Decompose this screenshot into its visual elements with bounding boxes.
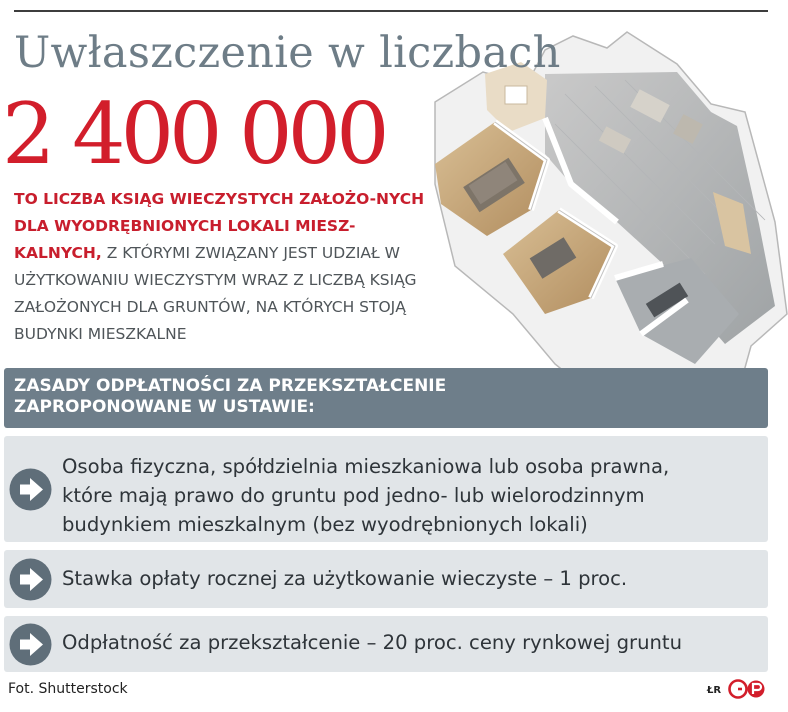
arrow-right-circle-icon: [8, 622, 53, 667]
rule-item: [4, 550, 768, 608]
section-header-line-1: ZASADY ODPŁATNOŚCI ZA PRZEKSZTAŁCENIE: [14, 376, 447, 396]
gp-logo: [728, 679, 768, 699]
rules-section-header: [4, 368, 768, 428]
lead-highlight: TO LICZBA KSIĄG WIECZYSTYCH ZAŁOŻO-NYCH DLA WYODRĘBNIONYCH LOKALI MIESZ-KALNYCH,: [14, 190, 425, 262]
rule-item-line: Osoba fizyczna, spółdzielnia mieszkaniowa lub osoba prawna,: [62, 455, 670, 478]
author-initials: ŁR: [707, 685, 722, 696]
rule-item-line: budynkiem mieszkalnym (bez wyodrębnionych lokali): [62, 513, 588, 536]
rule-item: [4, 616, 768, 672]
arrow-right-circle-icon: [8, 467, 53, 512]
rule-item-line: Odpłatność za przekształcenie – 20 proc. ceny rynkowej gruntu: [62, 631, 683, 654]
lead-paragraph: [14, 186, 434, 348]
headline-number: 2 400 000: [2, 85, 385, 183]
arrow-right-circle-icon: [8, 557, 53, 602]
rule-item-line: które mają prawo do gruntu pod jedno- lub wielorodzinnym: [62, 484, 645, 507]
lead-text: Z KTÓRYMI ZWIĄZANY JEST UDZIAŁ W UŻYTKOWANIU WIECZYSTYM WRAZ Z LICZBĄ KSIĄG ZAŁOŻONYCH DLA GRUNTÓW, NA KTÓRYCH STOJĄ BUDYNKI MIESZKALNE: [14, 244, 417, 343]
rule-item-line: Stawka opłaty rocznej za użytkowanie wieczyste – 1 proc.: [62, 567, 628, 590]
section-header-line-2: ZAPROPONOWANE W USTAWIE:: [14, 397, 315, 417]
page-title: Uwłaszczenie w liczbach: [14, 28, 561, 78]
top-rule: [14, 10, 768, 12]
rule-item: [4, 436, 768, 542]
photo-credit: Fot. Shutterstock: [8, 681, 128, 697]
